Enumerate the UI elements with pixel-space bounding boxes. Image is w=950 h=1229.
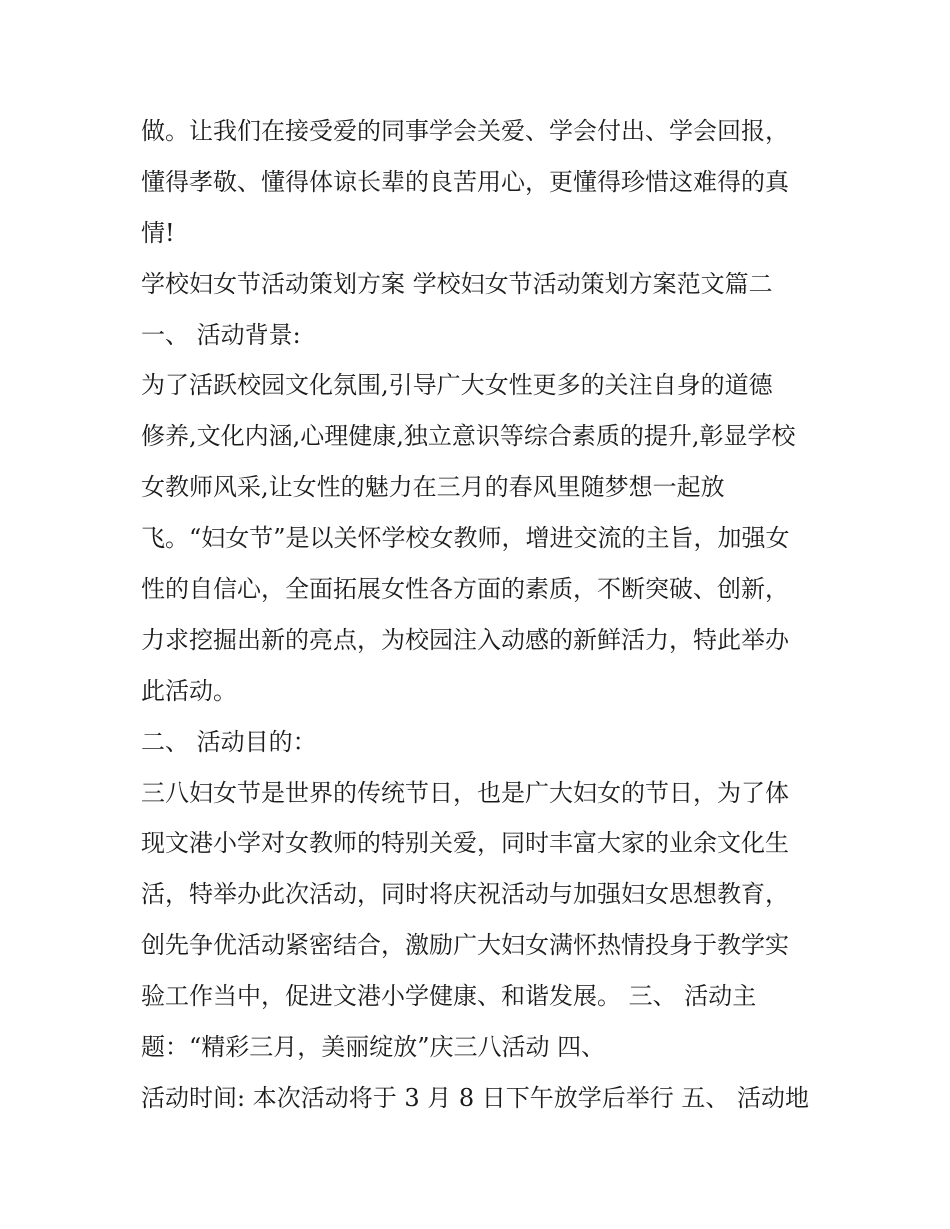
- section-title: 学校妇女节活动策划方案 学校妇女节活动策划方案范文篇二: [141, 269, 773, 298]
- text-line: 创先争优活动紧密结合，激励广大妇女满怀热情投身于教学实: [141, 931, 789, 960]
- text-line: 三八妇女节是世界的传统节日，也是广大妇女的节日，为了体: [141, 778, 789, 807]
- text-line: 修养,文化内涵,心理健康,独立意识等综合素质的提升,彰显学校: [141, 422, 796, 451]
- text-line: 性的自信心，全面拓展女性各方面的素质，不断突破、创新，: [141, 575, 789, 604]
- text-line: 飞。“妇女节”是以关怀学校女教师，增进交流的主旨，加强女: [141, 524, 790, 553]
- text-line: 懂得孝敬、懂得体谅长辈的良苦用心，更懂得珍惜这难得的真: [141, 167, 789, 196]
- text-line: 女教师风采,让女性的魅力在三月的春风里随梦想一起放: [141, 473, 725, 502]
- text-line: 活，特举办此次活动，同时将庆祝活动与加强妇女思想教育，: [141, 880, 789, 909]
- text-line: 现文港小学对女教师的特别关爱，同时丰富大家的业余文化生: [141, 829, 789, 858]
- text-line: 活动时间: 本次活动将于 3 月 8 日下午放学后举行 五、 活动地: [141, 1083, 810, 1112]
- heading-purpose: 二、 活动目的：: [141, 727, 317, 756]
- body-text: [141, 106, 821, 1124]
- text-line: 验工作当中，促进文港小学健康、和谐发展。 三、 活动主: [141, 982, 757, 1011]
- heading-background: 一、 活动背景:: [141, 320, 301, 349]
- text-line: 情!: [141, 218, 175, 247]
- text-line: 题：“精彩三月，美丽绽放”庆三八活动 四、: [141, 1033, 606, 1062]
- text-line: 做。让我们在接受爱的同事学会关爱、学会付出、学会回报，: [141, 117, 789, 145]
- text-line: 力求挖掘出新的亮点，为校园注入动感的新鲜活力，特此举办: [141, 625, 789, 654]
- text-line: 为了活跃校园文化氛围,引导广大女性更多的关注自身的道德: [141, 371, 773, 400]
- text-line: 此活动。: [141, 676, 237, 705]
